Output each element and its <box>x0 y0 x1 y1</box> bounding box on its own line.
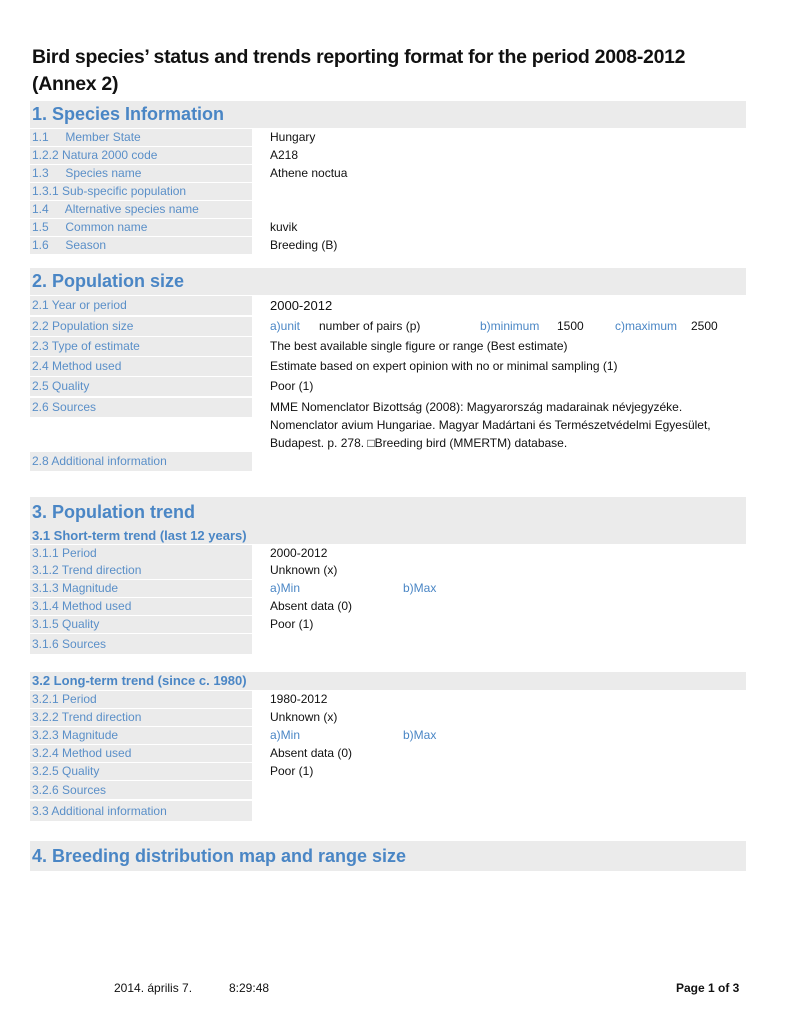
long-term-trend-heading: 3.2 Long-term trend (since c. 1980) <box>30 672 746 690</box>
label-long-period: 3.2.1 Period <box>30 691 252 708</box>
label-year-or-period: 2.1 Year or period <box>30 296 252 315</box>
label-short-method-used: 3.1.4 Method used <box>30 598 252 615</box>
label-alternative-species-name: 1.4 Alternative species name <box>30 201 252 218</box>
value-type-of-estimate: The best available single figure or range (Best estimate) <box>270 339 568 353</box>
value-common-name: kuvik <box>270 220 298 234</box>
footer-date: 2014. április 7. <box>114 981 193 995</box>
maximum-label: c)maximum <box>615 319 677 333</box>
value-natura-code: A218 <box>270 148 299 162</box>
value-short-period: 2000-2012 <box>270 546 328 560</box>
value-short-trend-direction: Unknown (x) <box>270 563 338 577</box>
label-common-name: 1.5 Common name <box>30 219 252 236</box>
label-sources: 2.6 Sources <box>30 398 252 417</box>
label-species-name: 1.3 Species name <box>30 165 252 182</box>
value-short-method-used: Absent data (0) <box>270 599 353 613</box>
label-short-period: 3.1.1 Period <box>30 545 252 562</box>
label-method-used: 2.4 Method used <box>30 357 252 376</box>
value-quality: Poor (1) <box>270 379 314 393</box>
label-short-magnitude: 3.1.3 Magnitude <box>30 580 252 597</box>
document-title: Bird species’ status and trends reporting format for the period 2008-2012 (Annex 2) <box>32 46 686 95</box>
label-natura-code: 1.2.2 Natura 2000 code <box>30 147 252 164</box>
label-additional-information: 2.8 Additional information <box>30 452 252 471</box>
section-3-heading: 3. Population trend <box>30 497 746 527</box>
minimum-label: b)minimum <box>480 319 540 333</box>
value-long-period: 1980-2012 <box>270 692 328 706</box>
value-long-method-used: Absent data (0) <box>270 746 353 760</box>
value-member-state: Hungary <box>270 130 316 144</box>
value-species-name: Athene noctua <box>270 166 348 180</box>
label-trend-additional-information: 3.3 Additional information <box>30 801 252 821</box>
label-long-quality: 3.2.5 Quality <box>30 763 252 780</box>
section-4-heading: 4. Breeding distribution map and range size <box>30 841 746 871</box>
value-sources: MME Nomenclator Bizottság (2008): Magyarország madarainak névjegyzéke. Nomenclator avium Hungariae. Magyar Madártani és Természetvédelmi Egyesület, Budapest. p. 278. □Breeding bird (MMERTM) database. <box>270 400 711 450</box>
label-long-trend-direction: 3.2.2 Trend direction <box>30 709 252 726</box>
value-year-or-period: 2000-2012 <box>270 298 333 313</box>
short-magnitude-max-label: b)Max <box>403 581 437 595</box>
label-population-size: 2.2 Population size <box>30 317 252 336</box>
value-short-quality: Poor (1) <box>270 617 314 631</box>
label-type-of-estimate: 2.3 Type of estimate <box>30 337 252 356</box>
value-long-trend-direction: Unknown (x) <box>270 710 338 724</box>
label-sub-specific-population: 1.3.1 Sub-specific population <box>30 183 252 200</box>
footer-time: 8:29:48 <box>229 981 270 995</box>
long-magnitude-max-label: b)Max <box>403 728 437 742</box>
unit-value: number of pairs (p) <box>319 319 421 333</box>
label-season: 1.6 Season <box>30 237 252 254</box>
label-member-state: 1.1 Member State <box>30 129 252 146</box>
label-short-quality: 3.1.5 Quality <box>30 616 252 633</box>
label-short-trend-direction: 3.1.2 Trend direction <box>30 562 252 579</box>
long-magnitude-min-label: a)Min <box>270 728 301 742</box>
value-method-used: Estimate based on expert opinion with no or minimal sampling (1) <box>270 359 618 373</box>
label-long-method-used: 3.2.4 Method used <box>30 745 252 762</box>
short-term-trend-heading: 3.1 Short-term trend (last 12 years) <box>30 527 746 544</box>
minimum-value: 1500 <box>557 319 584 333</box>
label-short-sources: 3.1.6 Sources <box>30 634 252 654</box>
value-long-quality: Poor (1) <box>270 764 314 778</box>
maximum-value: 2500 <box>691 319 718 333</box>
label-long-sources: 3.2.6 Sources <box>30 781 252 799</box>
section-1-heading: 1. Species Information <box>30 101 746 128</box>
footer-page-number: Page 1 of 3 <box>676 981 740 995</box>
value-season: Breeding (B) <box>270 238 338 252</box>
label-long-magnitude: 3.2.3 Magnitude <box>30 727 252 744</box>
section-2-heading: 2. Population size <box>30 268 746 295</box>
label-quality: 2.5 Quality <box>30 377 252 396</box>
short-magnitude-min-label: a)Min <box>270 581 301 595</box>
unit-label: a)unit <box>270 319 301 333</box>
